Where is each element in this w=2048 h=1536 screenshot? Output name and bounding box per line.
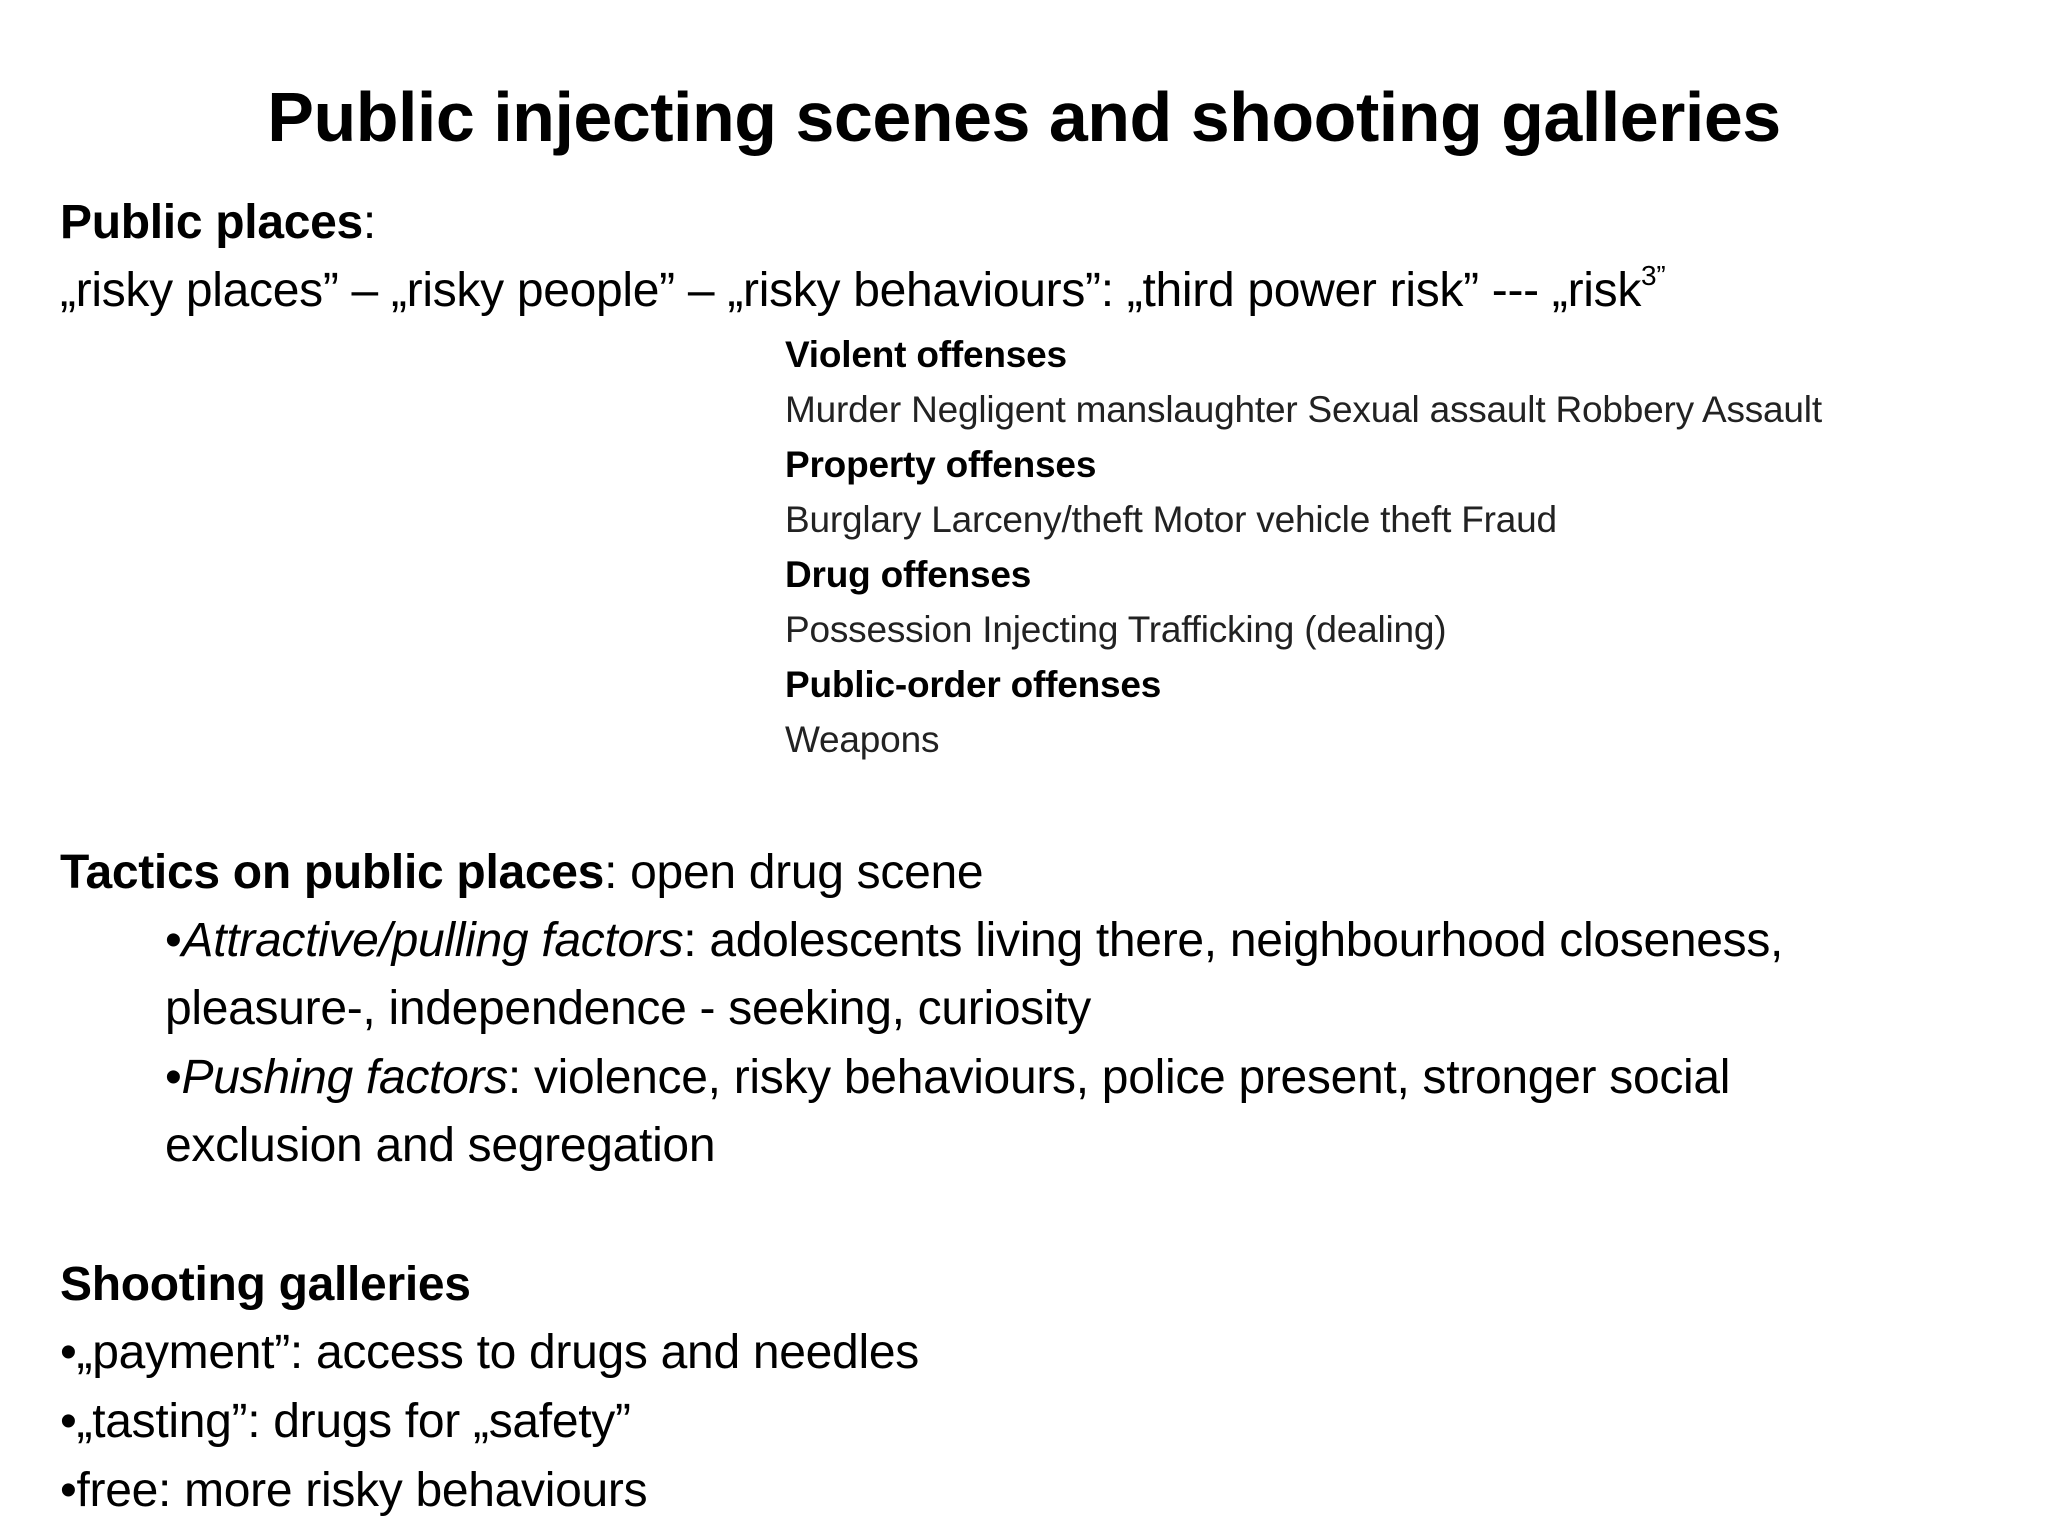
offense-items-drug: Possession Injecting Trafficking (dealing) [785, 609, 1447, 650]
tactics-bullet-pushing [165, 1045, 1730, 1111]
tactics-suffix: : open drug scene [604, 846, 984, 899]
attractive-factors-text-2: pleasure-, independence - seeking, curiosity [165, 982, 1092, 1035]
tactics-heading-line [60, 840, 983, 906]
offense-category-violent: Violent offenses [785, 334, 1067, 375]
risk-text: „risky places” – „risky people” – „risky behaviours”: „third power risk” --- „risk [60, 264, 1642, 317]
offense-items-property: Burglary Larceny/theft Motor vehicle theft Fraud [785, 499, 1557, 540]
public-places-heading: Public places [60, 196, 363, 249]
pushing-factors-text-2: exclusion and segregation [165, 1119, 716, 1172]
attractive-factors-text-1: : adolescents living there, neighbourhood closeness, [683, 914, 1784, 967]
risk-superscript: 3” [1641, 260, 1666, 291]
tactics-bullet-attractive [165, 908, 1783, 974]
offense-category-public-order: Public-order offenses [785, 664, 1162, 705]
shooting-galleries-item: •free: more risky behaviours [60, 1464, 648, 1517]
shooting-galleries-item: •„tasting”: drugs for „safety” [60, 1395, 631, 1448]
public-places-colon: : [362, 196, 376, 249]
tactics-heading: Tactics on public places [60, 846, 605, 899]
pushing-factors-label: Pushing factors [181, 1051, 508, 1104]
pushing-factors-text-1: : violence, risky behaviours, police present, stronger social [507, 1051, 1731, 1104]
offense-items-violent: Murder Negligent manslaughter Sexual assault Robbery Assault [785, 389, 1822, 430]
offense-items-public-order: Weapons [785, 719, 940, 760]
slide-title: Public injecting scenes and shooting galleries [267, 78, 1781, 156]
public-places-heading-line [60, 190, 376, 256]
risk-line [60, 258, 1665, 324]
offense-category-property: Property offenses [785, 444, 1097, 485]
bullet-point: • [165, 1051, 182, 1104]
attractive-factors-label: Attractive/pulling factors [181, 914, 684, 967]
offense-category-drug: Drug offenses [785, 554, 1032, 595]
bullet-point: • [165, 914, 182, 967]
shooting-galleries-item: •„payment”: access to drugs and needles [60, 1326, 919, 1379]
shooting-galleries-heading: Shooting galleries [60, 1258, 471, 1311]
